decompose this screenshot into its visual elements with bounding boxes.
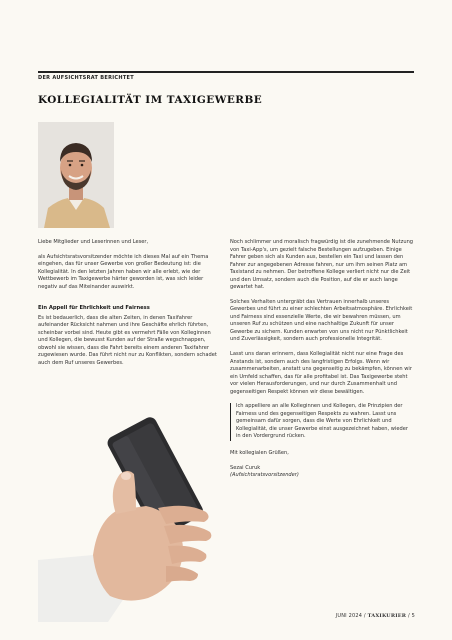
signature-block xyxy=(230,465,414,480)
greeting-text: Liebe Mitglieder und Leserinnen und Leser, xyxy=(38,239,149,245)
page-footer xyxy=(336,613,415,619)
right-column xyxy=(230,239,414,487)
quote-text: Ich appelliere an alle Kolleginnen und Kollegen, die Prinzipien der Fairness und des gegenseitigen Respekts zu wahren. Lasst uns gemeinsam dafür sorgen, dass die Werte von Ehrlichkeit und Kollegialität, die unser Gewerbe einst ausgezeichnet haben, wieder in den Vordergrund rücken. xyxy=(236,403,408,440)
highlight-quote xyxy=(230,403,414,441)
right-paragraph-3: Lasst uns daran erinnern, dass Kollegialität nicht nur eine Frage des Anstands ist, sondern auch des langfristigen Erfolgs. Wenn wir zusammenarbeiten, anstatt uns gegenseitig zu bekämpfen, können wir ein Umfeld schaffen, das für alle profitabel ist. Das Taxigewerbe steht vor vielen Herausforderungen, und nur durch Zusammenhalt und gegenseitigen Respekt können wir diese bewältigen. xyxy=(230,351,412,395)
footer-page-number: / 5 xyxy=(407,613,415,619)
hand-with-phone-image xyxy=(38,410,228,622)
signature-name: Sezai Curuk xyxy=(230,464,261,471)
author-portrait xyxy=(38,122,114,228)
header-rule xyxy=(38,71,414,73)
closing-text: Mit kollegialen Grüßen, xyxy=(230,449,289,456)
signature-role: (Aufsichtsratsvorsitzender) xyxy=(230,472,299,479)
footer-magazine-name: TAXIKURIER xyxy=(367,613,407,619)
hand-with-phone-illustration xyxy=(38,410,228,622)
subheading: Ein Appell für Ehrlichkeit und Fairness xyxy=(38,305,150,312)
right-paragraph-1: Noch schlimmer und moralisch fragwürdig ist die zunehmende Nutzung von Taxi-App's, um gezielt falsche Bestellungen aufzugeben. Einige Fahrer geben sich als Kunden aus, bestellen ein Taxi und lassen den Fahrer zur angegebenen Adresse fahren, nur um ihm seinen Platz am Taxistand zu nehmen. Der betroffene Kollege verliert nicht nur die Zeit und den Umsatz, sondern auch die Position, auf die er auch lange gewartet hat. xyxy=(230,239,414,290)
footer-issue: JUNI 2024 / xyxy=(335,613,366,619)
right-paragraph-2: Solches Verhalten untergräbt das Vertrauen innerhalb unseres Gewerbes und führt zu einer schlechten Arbeitsatmosphäre. Ehrlichkeit und Fairness sind essenzielle Werte, die wir bewahren müssen, um unseren Ruf zu schützen und eine nachhaltige Zukunft für unser Gewerbe zu sichern. Kunden erwarten von uns nicht nur Pünktlichkeit und Zuverlässigkeit, sondern auch professionelle Integrität. xyxy=(230,298,413,343)
intro-paragraph: als Aufsichtsratsvorsitzender möchte ich dieses Mal auf ein Thema eingehen, das für unser Gewerbe von großer Bedeutung ist: die Kollegialität. In den letzten Jahren haben wir alle erlebt, wie der Wettbewerb im Taxigewerbe härter geworden ist, was sich leider negativ auf das Miteinander auswirkt. xyxy=(38,253,209,290)
section-kicker: DER AUFSICHTSRAT BERICHTET xyxy=(38,75,134,81)
appeal-paragraph: Es ist bedauerlich, dass die alten Zeiten, in denen Taxifahrer aufeinander Rücksicht nahmen und ihre Geschäfte ehrlich führten, scheinbar vorbei sind. Heute gibt es vermehrt Fälle von Kolleginnen und Kollegen, die bewusst Kunden auf der Straße wegschnappen, obwohl sie wissen, dass die Fahrt bereits einem anderen Taxifahrer zugewiesen wurde. Das führt nicht nur zu Konflikten, sondern schadet auch dem Ruf unseres Gewerbes. xyxy=(38,314,217,366)
author-portrait-illustration xyxy=(38,122,114,228)
left-column xyxy=(38,239,221,375)
article-title: KOLLEGIALITÄT IM TAXIGEWERBE xyxy=(38,94,263,106)
